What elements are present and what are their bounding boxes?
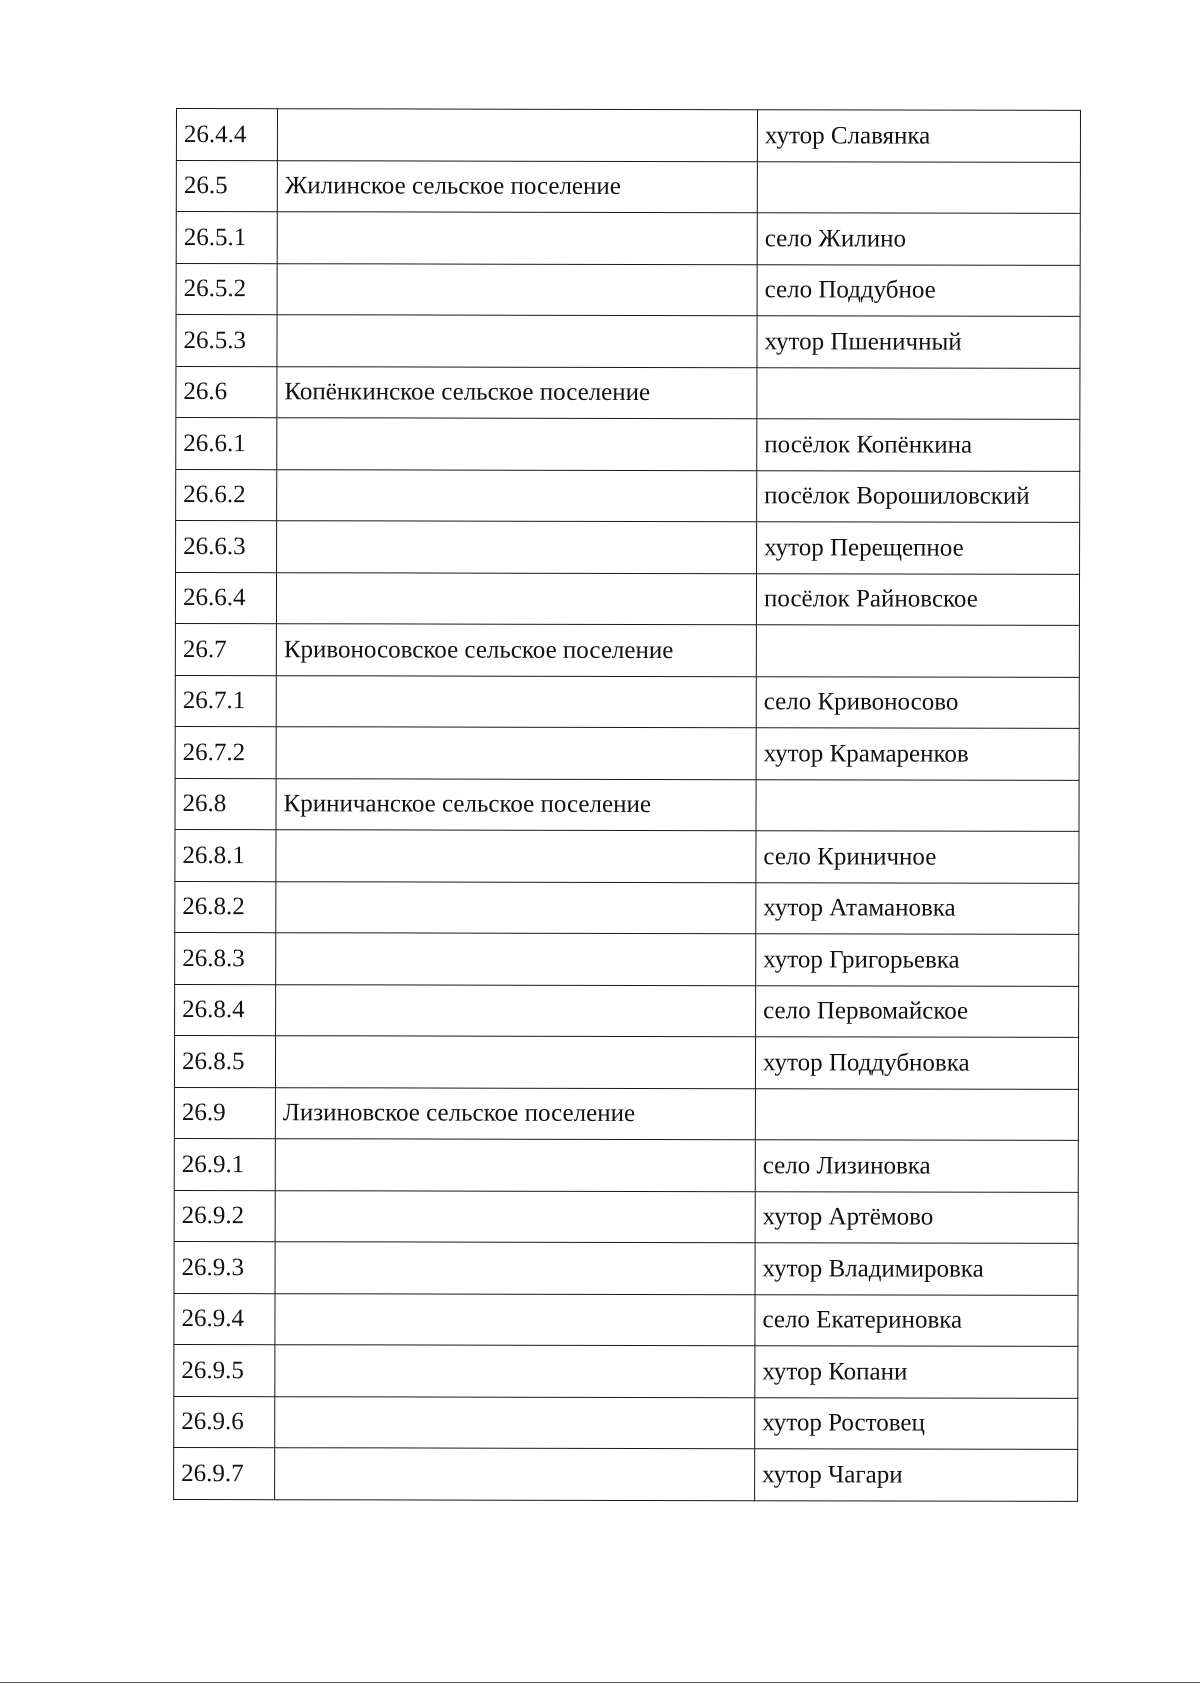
table-row bbox=[175, 984, 1079, 1037]
table-row bbox=[174, 1138, 1078, 1191]
table-row bbox=[176, 469, 1080, 522]
settlement-cell bbox=[276, 881, 756, 934]
table-row bbox=[174, 1087, 1078, 1140]
settlement-cell bbox=[275, 1396, 755, 1449]
row-number-cell: 26.4.4 bbox=[176, 109, 277, 161]
locality-cell bbox=[756, 779, 1079, 831]
locality-cell: хутор Копани bbox=[755, 1346, 1078, 1398]
row-number-cell: 26.7.2 bbox=[175, 726, 276, 778]
settlement-cell bbox=[276, 675, 756, 728]
locality-cell: село Криничное bbox=[756, 831, 1079, 883]
table-row bbox=[174, 1190, 1078, 1243]
row-number-cell: 26.9.3 bbox=[174, 1241, 275, 1293]
row-number-cell: 26.8.4 bbox=[175, 984, 276, 1036]
table-row bbox=[175, 778, 1079, 831]
locality-cell bbox=[757, 367, 1080, 419]
locality-cell: село Кривоносово bbox=[756, 676, 1079, 728]
locality-cell: посёлок Копёнкина bbox=[757, 419, 1080, 471]
settlement-cell: Кривоносовское сельское поселение bbox=[276, 624, 756, 677]
row-number-cell: 26.7.1 bbox=[175, 675, 276, 727]
settlement-cell: Криничанское сельское поселение bbox=[276, 778, 756, 831]
page-bottom-rule bbox=[0, 1682, 1200, 1683]
settlement-cell bbox=[277, 469, 757, 522]
table-row bbox=[176, 263, 1080, 316]
row-number-cell: 26.9.2 bbox=[174, 1190, 275, 1242]
row-number-cell: 26.9 bbox=[174, 1087, 275, 1139]
row-number-cell: 26.9.1 bbox=[174, 1138, 275, 1190]
settlement-cell bbox=[275, 1293, 755, 1346]
row-number-cell: 26.5.2 bbox=[176, 263, 277, 315]
settlement-cell bbox=[277, 521, 757, 574]
settlement-cell bbox=[275, 1190, 755, 1243]
locality-cell: посёлок Райновское bbox=[756, 573, 1079, 625]
table-row bbox=[174, 1344, 1078, 1397]
table-row bbox=[176, 418, 1080, 471]
settlement-cell bbox=[277, 263, 757, 316]
locality-cell: село Первомайское bbox=[756, 985, 1079, 1037]
table-row bbox=[176, 109, 1080, 162]
row-number-cell: 26.6.4 bbox=[175, 572, 276, 624]
row-number-cell: 26.6.3 bbox=[176, 521, 277, 573]
row-number-cell: 26.9.5 bbox=[174, 1344, 275, 1396]
settlements-table-body bbox=[174, 109, 1081, 1501]
table-row bbox=[175, 881, 1079, 934]
row-number-cell: 26.5.3 bbox=[176, 315, 277, 367]
row-number-cell: 26.7 bbox=[175, 623, 276, 675]
settlements-table bbox=[173, 108, 1081, 1501]
table-row bbox=[175, 829, 1079, 882]
locality-cell: хутор Григорьевка bbox=[756, 934, 1079, 986]
locality-cell: хутор Ростовец bbox=[755, 1397, 1078, 1449]
locality-cell bbox=[756, 625, 1079, 677]
settlement-cell bbox=[275, 1036, 755, 1089]
settlement-cell bbox=[276, 727, 756, 780]
row-number-cell: 26.6.1 bbox=[176, 418, 277, 470]
locality-cell: посёлок Ворошиловский bbox=[757, 470, 1080, 522]
settlement-cell bbox=[277, 315, 757, 368]
settlement-cell bbox=[277, 109, 757, 162]
row-number-cell: 26.8 bbox=[175, 778, 276, 830]
settlement-cell: Жилинское сельское поселение bbox=[277, 160, 757, 213]
locality-cell: хутор Славянка bbox=[757, 110, 1080, 162]
locality-cell: хутор Владимировка bbox=[755, 1243, 1078, 1295]
settlement-cell bbox=[276, 572, 756, 625]
locality-cell: село Лизиновка bbox=[755, 1140, 1078, 1192]
locality-cell: хутор Поддубновка bbox=[755, 1037, 1078, 1089]
table-row bbox=[175, 675, 1079, 728]
settlement-cell bbox=[275, 1139, 755, 1192]
table-row bbox=[174, 1396, 1078, 1449]
row-number-cell: 26.6.2 bbox=[176, 469, 277, 521]
row-number-cell: 26.5 bbox=[176, 160, 277, 212]
locality-cell: хутор Пшеничный bbox=[757, 316, 1080, 368]
settlement-cell bbox=[277, 212, 757, 265]
row-number-cell: 26.9.4 bbox=[174, 1293, 275, 1345]
row-number-cell: 26.8.1 bbox=[175, 829, 276, 881]
locality-cell: село Жилино bbox=[757, 213, 1080, 265]
settlement-cell bbox=[275, 1448, 755, 1501]
settlement-cell bbox=[276, 933, 756, 986]
settlement-cell bbox=[277, 418, 757, 471]
settlement-cell bbox=[275, 1345, 755, 1398]
locality-cell bbox=[755, 1088, 1078, 1140]
table-row bbox=[174, 1293, 1078, 1346]
settlement-cell bbox=[276, 830, 756, 883]
locality-cell: село Поддубное bbox=[757, 264, 1080, 316]
row-number-cell: 26.8.5 bbox=[174, 1035, 275, 1087]
table-row bbox=[176, 366, 1080, 419]
table-row bbox=[174, 1447, 1078, 1500]
table-row bbox=[174, 1241, 1078, 1294]
locality-cell: хутор Перещепное bbox=[757, 522, 1080, 574]
table-row bbox=[174, 1035, 1078, 1088]
locality-cell bbox=[757, 161, 1080, 213]
table-row bbox=[175, 623, 1079, 676]
table-row bbox=[175, 932, 1079, 985]
locality-cell: хутор Артёмово bbox=[755, 1191, 1078, 1243]
table-row bbox=[175, 572, 1079, 625]
locality-cell: хутор Крамаренков bbox=[756, 728, 1079, 780]
row-number-cell: 26.6 bbox=[176, 366, 277, 418]
row-number-cell: 26.9.7 bbox=[174, 1447, 275, 1499]
locality-cell: село Екатериновка bbox=[755, 1294, 1078, 1346]
table-row bbox=[176, 315, 1080, 368]
row-number-cell: 26.5.1 bbox=[176, 212, 277, 264]
locality-cell: хутор Атамановка bbox=[756, 882, 1079, 934]
table-row bbox=[175, 726, 1079, 779]
row-number-cell: 26.9.6 bbox=[174, 1396, 275, 1448]
settlement-cell: Копёнкинское сельское поселение bbox=[277, 366, 757, 419]
row-number-cell: 26.8.2 bbox=[175, 881, 276, 933]
settlement-cell bbox=[275, 1242, 755, 1295]
settlement-cell: Лизиновское сельское поселение bbox=[275, 1087, 755, 1140]
table-row bbox=[176, 160, 1080, 213]
row-number-cell: 26.8.3 bbox=[175, 932, 276, 984]
locality-cell: хутор Чагари bbox=[755, 1449, 1078, 1501]
settlement-cell bbox=[276, 984, 756, 1037]
table-row bbox=[176, 212, 1080, 265]
table-row bbox=[176, 521, 1080, 574]
